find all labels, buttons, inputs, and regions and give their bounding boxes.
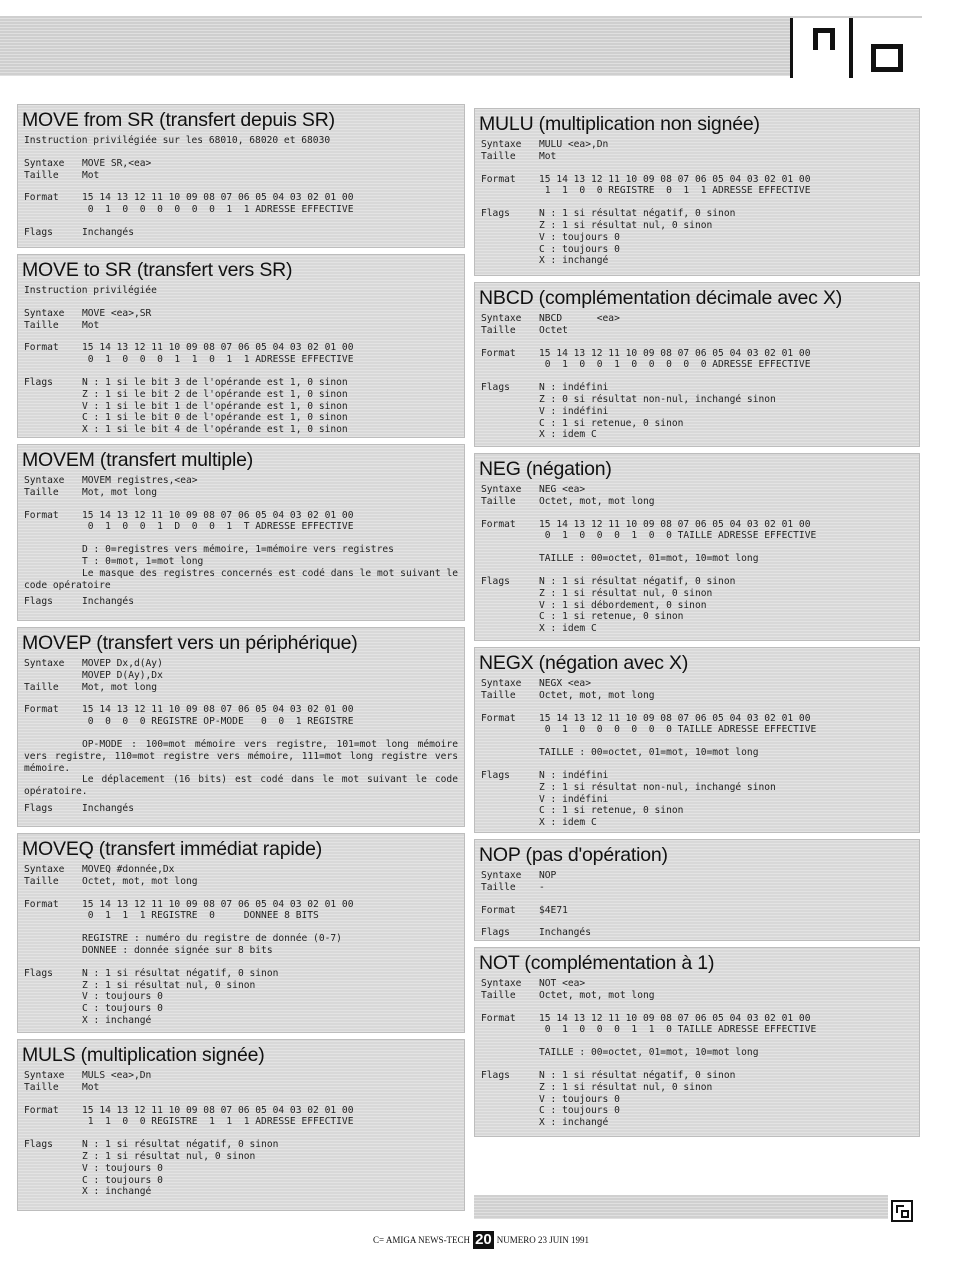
taille-value: -	[539, 881, 545, 893]
instruction-title: MOVE to SR (transfert vers SR)	[22, 259, 293, 281]
flag-v: V : 1 si le bit 1 de l'opérande est 1, 0 sinon	[82, 400, 348, 412]
syntaxe-value: MOVE <ea>,SR	[82, 307, 152, 319]
taille-label: Taille	[24, 875, 59, 887]
format-encoding: 0 1 0 0 0 1 1 0 TAILLE ADRESSE EFFECTIVE	[539, 1024, 817, 1036]
flag-x: X : idem C	[539, 817, 597, 829]
format-encoding: 1 1 0 0 REGISTRE 0 1 1 ADRESSE EFFECTIVE	[539, 185, 811, 197]
syntaxe-value: NEGX <ea>	[539, 678, 591, 689]
taille-label: Taille	[24, 319, 59, 331]
instruction-box-move-from-sr	[17, 104, 465, 248]
format-label: Format	[24, 898, 59, 910]
magazine-name: C= AMIGA NEWS-TECH	[372, 1235, 471, 1245]
taille-label: Taille	[24, 486, 59, 498]
flag-c: C : toujours 0	[82, 1174, 163, 1186]
format-label: Format	[24, 192, 59, 204]
flag-n: N : 1 si résultat négatif, 0 sinon	[539, 208, 736, 220]
logo-icon	[790, 18, 922, 78]
format-label: Format	[24, 342, 59, 354]
flag-z: Z : 1 si résultat nul, 0 sinon	[539, 1081, 713, 1093]
flag-z: Z : 0 si résultat non-nul, inchangé sinon	[539, 393, 776, 405]
instruction-box-nop	[474, 839, 920, 941]
taille-value: Mot	[82, 169, 100, 181]
syntaxe-label: Syntaxe	[481, 139, 522, 150]
instruction-title: MULU (multiplication non signée)	[479, 113, 760, 135]
flag-c: C : toujours 0	[539, 1105, 620, 1117]
flags-label: Flags	[24, 376, 53, 388]
flags-label: Flags	[24, 226, 53, 238]
format-encoding: 0 1 1 1 REGISTRE 0 DONNEE 8 BITS	[82, 910, 319, 922]
instruction-title: MOVEQ (transfert immédiat rapide)	[22, 838, 323, 860]
syntaxe-value: MOVEP Dx,d(Ay)	[82, 658, 163, 669]
flag-v: V : toujours 0	[539, 1093, 620, 1105]
instruction-title: NOT (complémentation à 1)	[479, 952, 715, 974]
flag-z: Z : 1 si résultat nul, 0 sinon	[539, 219, 713, 231]
flags-label: Flags	[24, 1139, 53, 1151]
format-encoding: 1 1 0 0 REGISTRE 1 1 1 ADRESSE EFFECTIVE	[82, 1116, 354, 1128]
format-bits: 15 14 13 12 11 10 09 08 07 06 05 04 03 02 01 00	[82, 342, 354, 354]
taille-label: Taille	[481, 881, 516, 893]
syntaxe-value: NOT <ea>	[539, 978, 586, 989]
format-label: Format	[24, 509, 59, 521]
taille-label: Taille	[481, 324, 516, 336]
taille-value: Mot	[539, 150, 557, 162]
flag-v: V : indéfini	[539, 405, 609, 417]
flag-x: X : inchangé	[539, 1117, 609, 1129]
syntaxe-value: MOVE SR,<ea>	[82, 157, 152, 169]
taille-label: Taille	[481, 689, 516, 701]
syntaxe-label: Syntaxe	[481, 978, 522, 989]
note-line: D : 0=registres vers mémoire, 1=mémoire vers registres	[82, 544, 394, 556]
flag-c: C : 1 si retenue, 0 sinon	[539, 805, 684, 817]
issue-info: NUMERO 23 JUIN 1991	[496, 1235, 589, 1245]
flag-z: Z : 1 si résultat nul, 0 sinon	[539, 587, 713, 599]
format-label: Format	[24, 704, 59, 716]
instruction-title: MULS (multiplication signée)	[22, 1044, 265, 1066]
note-line: TAILLE : 00=octet, 01=mot, 10=mot long	[539, 747, 759, 759]
instruction-box-muls	[17, 1039, 465, 1211]
format-bits: 15 14 13 12 11 10 09 08 07 06 05 04 03 02 01 00	[82, 898, 354, 910]
syntaxe-label: Syntaxe	[481, 870, 522, 881]
format-encoding: 0 0 0 0 REGISTRE OP-MODE 0 0 1 REGISTRE	[82, 716, 354, 728]
flags-label: Flags	[481, 575, 510, 587]
flag-n: N : 1 si résultat négatif, 0 sinon	[82, 967, 279, 979]
flags-label: Flags	[481, 382, 510, 394]
instruction-title: MOVE from SR (transfert depuis SR)	[22, 109, 335, 131]
syntaxe-label: Syntaxe	[24, 1070, 65, 1081]
note-line: TAILLE : 00=octet, 01=mot, 10=mot long	[539, 553, 759, 565]
right-column	[474, 108, 920, 1143]
left-column	[17, 104, 465, 1217]
instruction-box-nbcd	[474, 282, 920, 447]
note-paragraph: Le masque des registres concernés est codé dans le mot suivant le code opératoire	[24, 567, 458, 591]
instruction-box-negx	[474, 647, 920, 833]
taille-value: Mot	[82, 1081, 100, 1093]
flag-v: V : toujours 0	[82, 991, 163, 1003]
flags-label: Flags	[24, 802, 53, 814]
taille-label: Taille	[24, 169, 59, 181]
instruction-intro: Instruction privilégiée	[24, 285, 157, 296]
format-bits: 15 14 13 12 11 10 09 08 07 06 05 04 03 02 01 00	[82, 1104, 354, 1116]
instruction-title: NBCD (complémentation décimale avec X)	[479, 287, 843, 309]
flag-x: X : inchangé	[539, 255, 609, 267]
instruction-title: NEGX (négation avec X)	[479, 652, 689, 674]
flag-z: Z : 1 si le bit 2 de l'opérande est 1, 0 sinon	[82, 388, 348, 400]
taille-value: Octet, mot, mot long	[539, 989, 655, 1001]
instruction-box-mulu	[474, 108, 920, 276]
taille-label: Taille	[24, 1081, 59, 1093]
flags-value: Inchangés	[539, 927, 591, 939]
taille-label: Taille	[24, 681, 59, 693]
format-encoding: 0 1 0 0 1 D 0 0 1 T ADRESSE EFFECTIVE	[82, 521, 354, 533]
flag-c: C : 1 si le bit 0 de l'opérande est 1, 0 sinon	[82, 412, 348, 424]
flags-label: Flags	[481, 208, 510, 220]
flag-x: X : idem C	[539, 429, 597, 441]
format-label: Format	[481, 712, 516, 724]
note-line: T : 0=mot, 1=mot long	[82, 555, 204, 567]
flags-value: Inchangés	[82, 596, 134, 608]
page-corner-icon	[891, 1200, 913, 1222]
syntaxe-label: Syntaxe	[481, 313, 522, 324]
taille-value: Octet	[539, 324, 568, 336]
format-label: Format	[24, 1104, 59, 1116]
syntaxe-label: Syntaxe	[24, 658, 65, 669]
format-label: Format	[481, 173, 516, 185]
syntaxe-value: MOVEM registres,<ea>	[82, 475, 198, 486]
taille-value: Octet, mot, mot long	[539, 495, 655, 507]
flag-n: N : 1 si le bit 3 de l'opérande est 1, 0 sinon	[82, 376, 348, 388]
flag-n: N : indéfini	[539, 769, 609, 781]
note-line: REGISTRE : numéro du registre de donnée (0-7)	[82, 933, 342, 945]
flag-c: C : toujours 0	[539, 243, 620, 255]
instruction-box-moveq	[17, 833, 465, 1033]
flag-x: X : idem C	[539, 623, 597, 635]
header-band	[0, 16, 922, 76]
instruction-box-movep	[17, 627, 465, 827]
instruction-title: NEG (négation)	[479, 458, 612, 480]
format-bits: 15 14 13 12 11 10 09 08 07 06 05 04 03 02 01 00	[539, 347, 811, 359]
format-bits: 15 14 13 12 11 10 09 08 07 06 05 04 03 02 01 00	[82, 192, 354, 204]
syntaxe-label: Syntaxe	[24, 864, 65, 875]
flags-label: Flags	[481, 927, 510, 939]
footer-band	[474, 1195, 888, 1219]
syntaxe-label: Syntaxe	[481, 678, 522, 689]
flags-value: Inchangés	[82, 226, 134, 238]
flags-label: Flags	[24, 967, 53, 979]
format-label: Format	[481, 904, 516, 916]
flag-v: V : 1 si débordement, 0 sinon	[539, 599, 707, 611]
instruction-title: MOVEP (transfert vers un périphérique)	[22, 632, 358, 654]
taille-value: Mot, mot long	[82, 486, 158, 498]
syntaxe-label: Syntaxe	[24, 475, 65, 486]
flag-x: X : 1 si le bit 4 de l'opérande est 1, 0 sinon	[82, 424, 348, 436]
flags-label: Flags	[24, 596, 53, 608]
page-number: 20	[475, 1231, 492, 1248]
flags-label: Flags	[481, 769, 510, 781]
syntaxe-label: Syntaxe	[24, 157, 65, 169]
flag-z: Z : 1 si résultat non-nul, inchangé sinon	[539, 781, 776, 793]
flag-v: V : toujours 0	[82, 1162, 163, 1174]
flag-x: X : inchangé	[82, 1186, 152, 1198]
note-line: TAILLE : 00=octet, 01=mot, 10=mot long	[539, 1047, 759, 1059]
syntaxe-label: Syntaxe	[481, 484, 522, 495]
format-bits: 15 14 13 12 11 10 09 08 07 06 05 04 03 02 01 00	[539, 712, 811, 724]
flag-n: N : 1 si résultat négatif, 0 sinon	[539, 575, 736, 587]
instruction-title: NOP (pas d'opération)	[479, 844, 668, 866]
format-bits: 15 14 13 12 11 10 09 08 07 06 05 04 03 02 01 00	[539, 518, 811, 530]
flag-v: V : indéfini	[539, 793, 609, 805]
format-encoding: 0 1 0 0 1 0 0 0 0 0 ADRESSE EFFECTIVE	[539, 359, 811, 371]
format-encoding: 0 1 0 0 0 1 1 0 1 1 ADRESSE EFFECTIVE	[82, 354, 354, 366]
instruction-intro: Instruction privilégiée sur les 68010, 68020 et 68030	[24, 135, 331, 146]
syntaxe-value: NOP	[539, 870, 557, 881]
instruction-box-neg	[474, 453, 920, 641]
taille-label: Taille	[481, 495, 516, 507]
format-encoding: 0 1 0 0 0 0 0 0 TAILLE ADRESSE EFFECTIVE	[539, 724, 817, 736]
note-line: DONNEE : donnée signée sur 8 bits	[82, 944, 273, 956]
format-label: Format	[481, 518, 516, 530]
instruction-title: MOVEM (transfert multiple)	[22, 449, 254, 471]
note-paragraph: Le déplacement (16 bits) est codé dans le mot suivant le code opératoire.	[24, 774, 458, 798]
syntaxe-value: MULU <ea>,Dn	[539, 139, 609, 150]
taille-value: Mot	[82, 319, 100, 331]
flag-x: X : inchangé	[82, 1014, 152, 1026]
instruction-box-movem	[17, 444, 465, 621]
flag-z: Z : 1 si résultat nul, 0 sinon	[82, 979, 256, 991]
format-bits: 15 14 13 12 11 10 09 08 07 06 05 04 03 02 01 00	[539, 173, 811, 185]
instruction-box-move-to-sr	[17, 254, 465, 438]
taille-value: Octet, mot, mot long	[539, 689, 655, 701]
flag-c: C : 1 si retenue, 0 sinon	[539, 417, 684, 429]
format-label: Format	[481, 347, 516, 359]
flags-value: Inchangés	[82, 802, 134, 814]
flag-c: C : toujours 0	[82, 1003, 163, 1015]
format-encoding: 0 1 0 0 0 1 0 0 TAILLE ADRESSE EFFECTIVE	[539, 530, 817, 542]
flag-z: Z : 1 si résultat nul, 0 sinon	[82, 1150, 256, 1162]
flag-n: N : 1 si résultat négatif, 0 sinon	[539, 1069, 736, 1081]
format-bits: 15 14 13 12 11 10 09 08 07 06 05 04 03 02 01 00	[82, 704, 354, 716]
flag-v: V : toujours 0	[539, 231, 620, 243]
syntaxe-label: Syntaxe	[24, 307, 65, 319]
syntaxe-value-2: MOVEP D(Ay),Dx	[82, 669, 163, 681]
format-bits: 15 14 13 12 11 10 09 08 07 06 05 04 03 02 01 00	[539, 1012, 811, 1024]
format-encoding: 0 1 0 0 0 0 0 0 1 1 ADRESSE EFFECTIVE	[82, 204, 354, 216]
note-paragraph: OP-MODE : 100=mot mémoire vers registre, 101=mot long mémoire vers registre, 110=mot registre vers mémoire, 111=mot long registre vers mémoire.	[24, 738, 458, 774]
taille-label: Taille	[481, 150, 516, 162]
taille-value: Mot, mot long	[82, 681, 158, 693]
syntaxe-value: MULS <ea>,Dn	[82, 1070, 152, 1081]
flag-n: N : 1 si résultat négatif, 0 sinon	[82, 1139, 279, 1151]
instruction-box-not	[474, 947, 920, 1137]
flags-label: Flags	[481, 1069, 510, 1081]
syntaxe-value: MOVEQ #donnée,Dx	[82, 864, 175, 875]
page-footer	[0, 1230, 962, 1250]
syntaxe-value: NBCD <ea>	[539, 313, 620, 324]
format-bits: 15 14 13 12 11 10 09 08 07 06 05 04 03 02 01 00	[82, 509, 354, 521]
flag-c: C : 1 si retenue, 0 sinon	[539, 611, 684, 623]
format-value: $4E71	[539, 904, 568, 916]
syntaxe-value: NEG <ea>	[539, 484, 586, 495]
flag-n: N : indéfini	[539, 382, 609, 394]
taille-value: Octet, mot, mot long	[82, 875, 198, 887]
format-label: Format	[481, 1012, 516, 1024]
taille-label: Taille	[481, 989, 516, 1001]
